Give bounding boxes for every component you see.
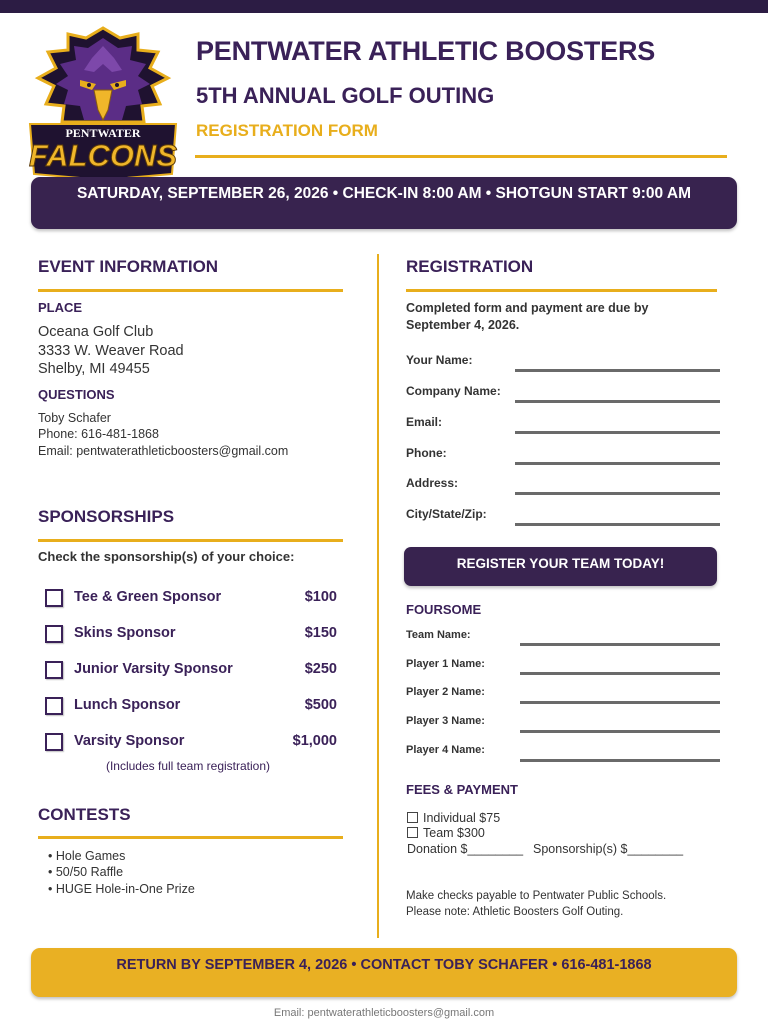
sponsorship-amount-field[interactable]: Sponsorship(s) $________ <box>533 842 684 856</box>
player-4-label: Player 4 Name: <box>406 744 485 756</box>
fees-heading: FEES & PAYMENT <box>406 782 518 797</box>
contact-phone: Phone: 616-481-1868 <box>38 427 159 442</box>
individual-fee-label: Individual $75 <box>423 811 501 825</box>
email-field[interactable] <box>515 431 720 434</box>
city-state-zip-field[interactable] <box>515 523 720 526</box>
contact-email: Email: pentwaterathleticboosters@gmail.com <box>38 443 289 458</box>
company-name-field[interactable] <box>515 400 720 403</box>
sponsorship-price: $500 <box>304 697 337 713</box>
sponsorship-name: Skins Sponsor <box>74 625 176 641</box>
player-3-label: Player 3 Name: <box>406 715 485 727</box>
sponsorship-option[interactable] <box>45 587 337 609</box>
sponsorship-checkbox[interactable] <box>45 589 63 607</box>
sponsorship-note: (Includes full team registration) <box>105 759 271 773</box>
return-banner: RETURN BY SEPTEMBER 4, 2026 • CONTACT TOBY SCHAFER • 616-481-1868 <box>31 948 737 997</box>
register-team-button[interactable]: REGISTER YOUR TEAM TODAY! <box>404 547 717 586</box>
questions-contact <box>38 410 288 459</box>
sponsorship-instruction: Check the sponsorship(s) of your choice: <box>38 549 295 564</box>
sponsorship-name: Lunch Sponsor <box>74 697 181 713</box>
player-2-label: Player 2 Name: <box>406 686 485 698</box>
team-name-field[interactable] <box>520 643 720 646</box>
logo-top-text: PENTWATER <box>65 126 141 140</box>
org-title: PENTWATER ATHLETIC BOOSTERS <box>196 36 656 66</box>
contests-heading: CONTESTS <box>38 805 131 824</box>
team-checkbox[interactable] <box>407 827 418 838</box>
questions-label: QUESTIONS <box>38 387 115 402</box>
sponsorship-name: Tee & Green Sponsor <box>74 589 222 605</box>
top-accent-bar <box>0 0 768 13</box>
event-title: 5TH ANNUAL GOLF OUTING <box>196 83 495 108</box>
falcons-logo <box>24 24 182 180</box>
sponsorship-name: Varsity Sponsor <box>74 733 185 749</box>
list-item: • HUGE Hole-in-One Prize <box>48 881 195 896</box>
sponsorship-option[interactable] <box>45 623 337 645</box>
sponsorship-price: $100 <box>304 589 337 605</box>
due-date-note: Completed form and payment are due by September 4, 2026. <box>406 301 649 332</box>
contests-rule <box>38 836 343 839</box>
place-label: PLACE <box>38 300 83 315</box>
phone-field[interactable] <box>515 462 720 465</box>
team-fee-label: Team $300 <box>423 826 485 840</box>
address-field[interactable] <box>515 492 720 495</box>
sponsorship-option[interactable] <box>45 695 337 717</box>
contest-list <box>48 848 195 897</box>
sponsorship-option[interactable] <box>45 659 337 681</box>
registration-rule <box>406 289 717 292</box>
donation-field[interactable]: Donation $________ <box>407 842 524 856</box>
player-3-field[interactable] <box>520 730 720 733</box>
logo-main-text: FALCONS <box>28 138 178 173</box>
list-item: • 50/50 Raffle <box>48 865 124 880</box>
your-name-label: Your Name: <box>406 353 473 367</box>
place-line: Oceana Golf Club <box>38 324 154 340</box>
sponsorships-rule <box>38 539 343 542</box>
list-item: • Hole Games <box>48 849 126 863</box>
title-divider <box>195 155 727 158</box>
checks-line: Make checks payable to Pentwater Public Schools. <box>406 890 667 902</box>
column-divider <box>377 254 379 938</box>
form-title: REGISTRATION FORM <box>196 121 378 140</box>
your-name-field[interactable] <box>515 369 720 372</box>
checks-line: Please note: Athletic Boosters Golf Outing. <box>406 905 624 918</box>
player-1-field[interactable] <box>520 672 720 675</box>
individual-fee-option[interactable] <box>407 811 500 825</box>
date-banner: SATURDAY, SEPTEMBER 26, 2026 • CHECK-IN 8:00 AM • SHOTGUN START 9:00 AM <box>31 177 737 229</box>
city-state-zip-label: City/State/Zip: <box>406 507 487 521</box>
checks-payable-note <box>406 889 666 920</box>
address-label: Address: <box>406 476 459 490</box>
event-info-rule <box>38 289 343 292</box>
sponsorship-checkbox[interactable] <box>45 733 63 751</box>
foursome-heading: FOURSOME <box>406 602 482 617</box>
place-address <box>38 323 184 379</box>
player-4-field[interactable] <box>520 759 720 762</box>
company-name-label: Company Name: <box>406 384 501 398</box>
sponsorships-heading: SPONSORSHIPS <box>38 507 175 526</box>
individual-checkbox[interactable] <box>407 812 418 823</box>
contact-name: Toby Schafer <box>38 411 111 425</box>
email-label: Email: <box>406 415 443 429</box>
player-2-field[interactable] <box>520 701 720 704</box>
sponsorship-price: $150 <box>304 625 337 641</box>
sponsorship-price: $1,000 <box>292 733 337 749</box>
player-1-label: Player 1 Name: <box>406 658 485 670</box>
sponsorship-checkbox[interactable] <box>45 661 63 679</box>
registration-heading: REGISTRATION <box>406 257 534 276</box>
sponsorship-price: $250 <box>304 661 337 677</box>
event-info-heading: EVENT INFORMATION <box>38 257 219 276</box>
sponsorship-checkbox[interactable] <box>45 625 63 643</box>
place-line: 3333 W. Weaver Road <box>38 342 184 359</box>
footer-email: Email: pentwaterathleticboosters@gmail.com <box>273 1007 495 1019</box>
sponsorship-checkbox[interactable] <box>45 697 63 715</box>
sponsorship-option[interactable] <box>45 731 337 753</box>
place-line: Shelby, MI 49455 <box>38 361 150 377</box>
team-fee-option[interactable] <box>407 826 485 840</box>
team-name-label: Team Name: <box>406 629 471 641</box>
phone-label: Phone: <box>406 446 447 460</box>
sponsorship-name: Junior Varsity Sponsor <box>74 661 233 677</box>
